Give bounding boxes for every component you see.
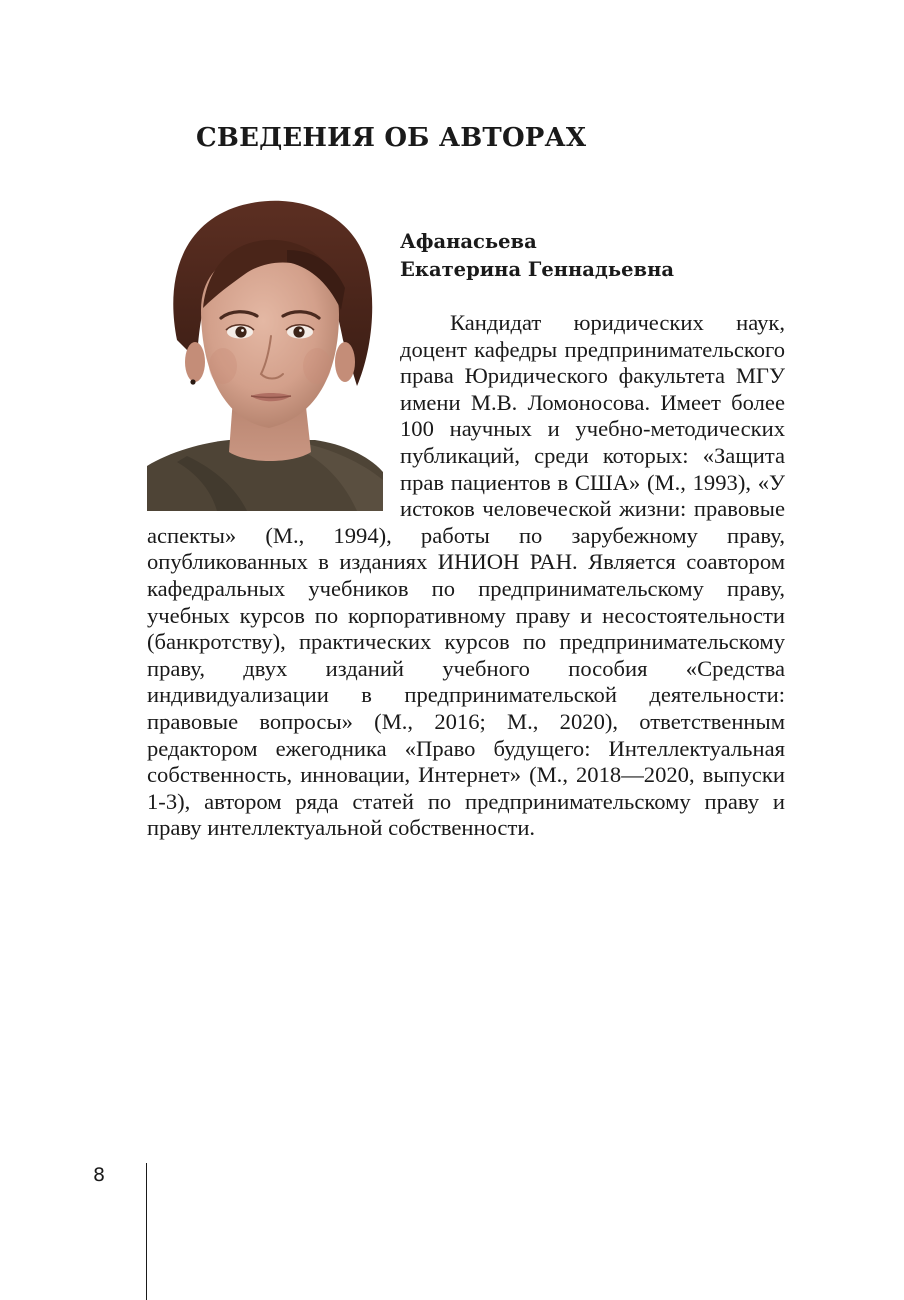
author-entry bbox=[147, 180, 785, 842]
page-number: 8 bbox=[93, 1164, 106, 1186]
author-given-names: Екатерина Геннадьевна bbox=[400, 258, 675, 281]
page-divider bbox=[146, 1163, 147, 1300]
author-surname: Афанасьева bbox=[400, 230, 537, 253]
page-heading: СВЕДЕНИЯ ОБ АВТОРАХ bbox=[196, 123, 587, 153]
author-photo bbox=[147, 190, 383, 511]
author-bio: Кандидат юридических наук, доцент кафедры предпринимательского права Юридического факультета МГУ имени М.В. Ломоносова. Имеет более 100 научных и учебно-методических публикаций, среди которых: «Защита прав пациентов в США» (М., 1993), «У истоков человеческой жизни: правовые аспекты» (М., 1994), работы по зарубежному праву, опубликованных в изданиях ИНИОН РАН. Является соавтором кафедральных учебников по предпринимательскому праву, учебных курсов по корпоративному праву и несостоятельности (банкротству), практических курсов по предпринимательскому праву, двух изданий учебного пособия «Средства индивидуализации в предпринимательской деятельности: правовые вопросы» (М., 2016; М., 2020), ответственным редактором ежегодника «Право будущего: Интеллектуальная собственность, инновации, Интернет» (М., 2018—2020, выпуски 1-3), автором ряда статей по предпринимательскому праву и праву интеллектуальной собственности. bbox=[147, 310, 785, 841]
